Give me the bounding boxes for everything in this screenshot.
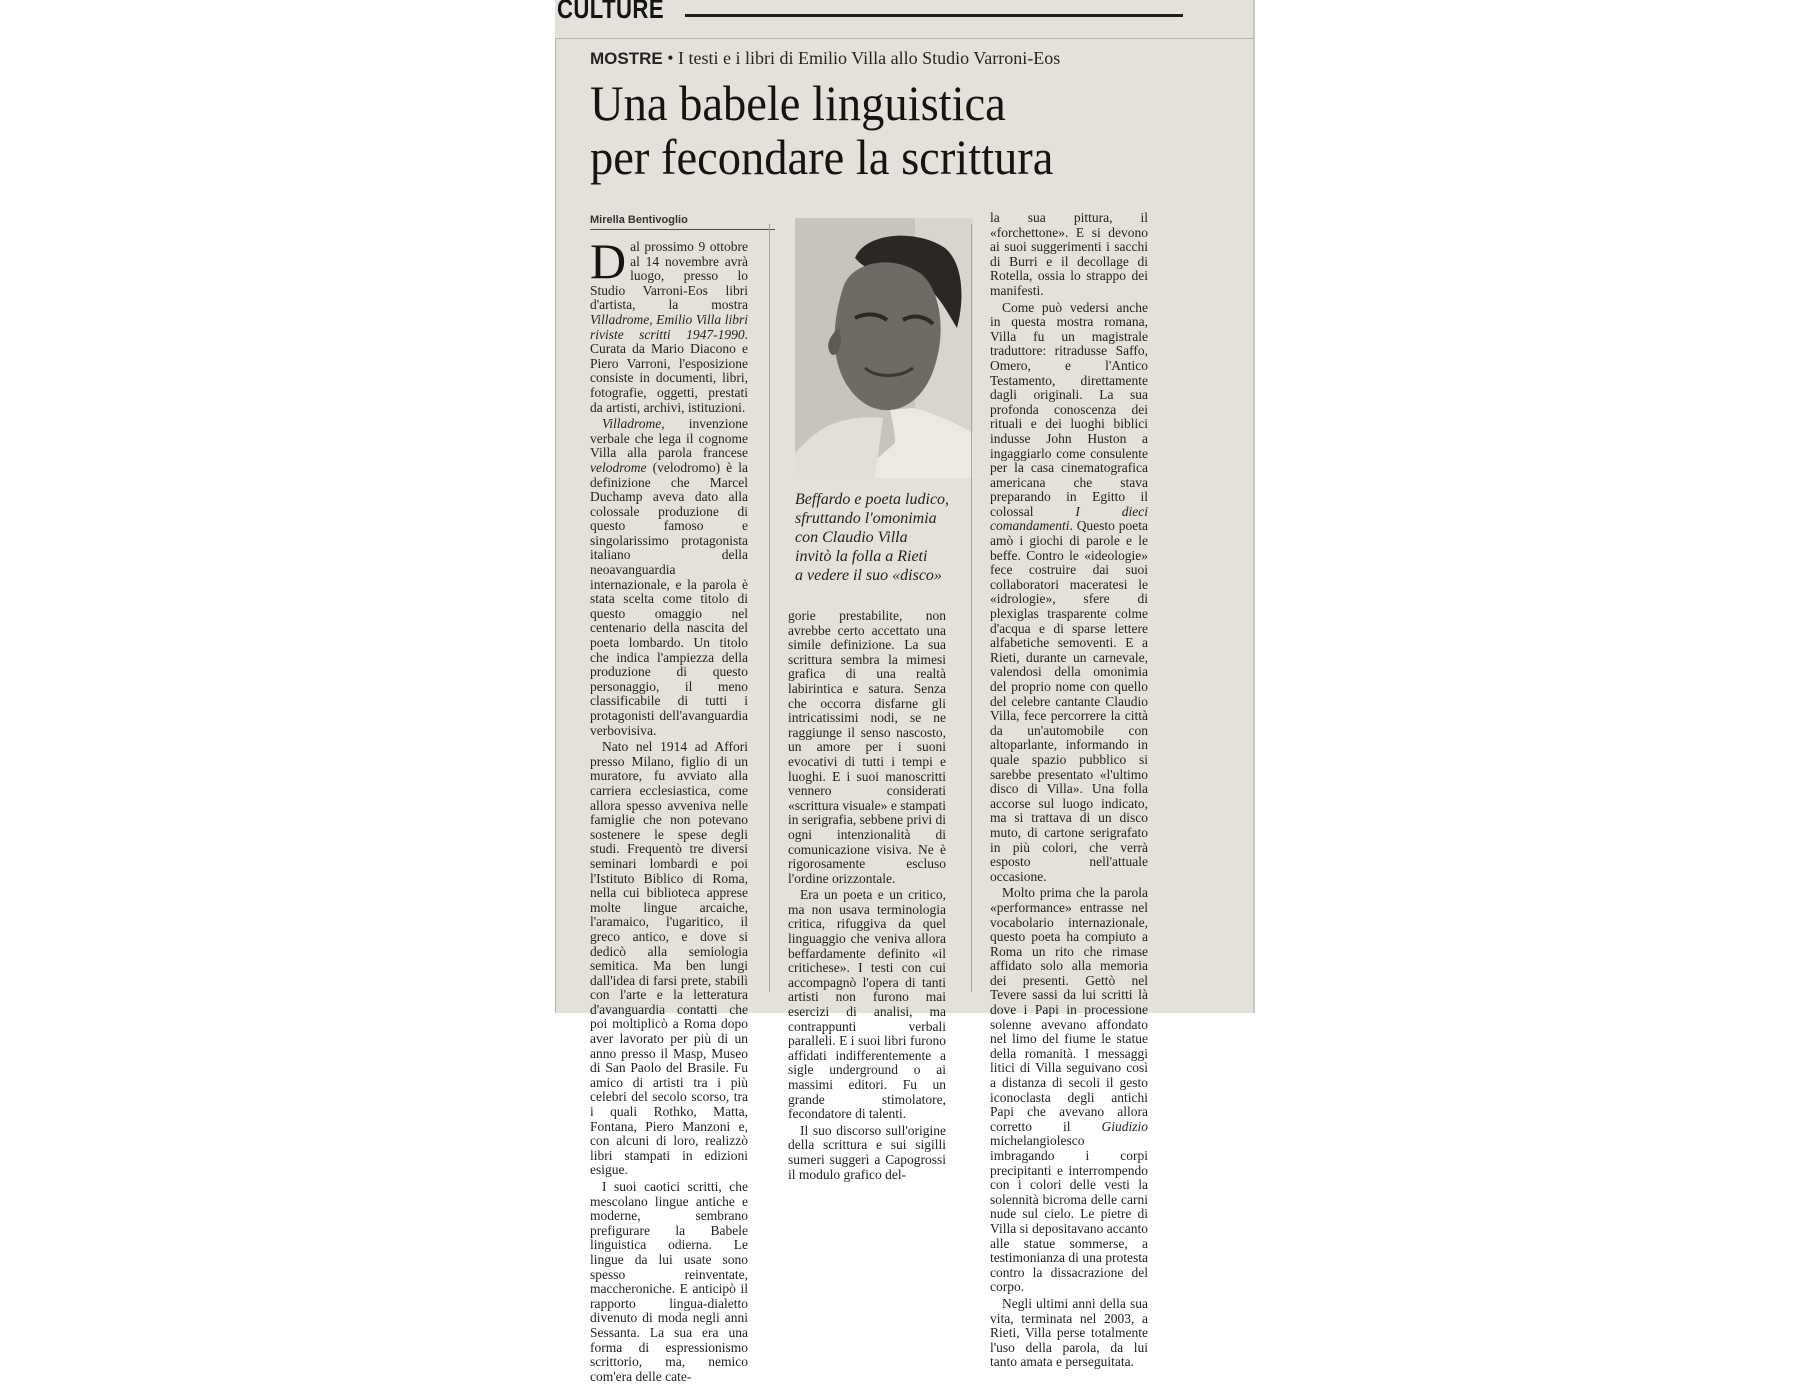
paragraph: Molto prima che la parola «performance» entrasse nel vocabolario internazionale, questo poeta ha compiuto a Roma un rito che rimase affidato solo alla memoria dei presenti. Gettò nel Tevere sassi da lui scritti là dove i Papi in processione solenne avevano affondato nel limo del fiume le statue della romanità. I messaggi litici di Villa seguivano così a distanza di secoli il gesto iconoclasta degli antichi Papi che avevano allora corretto il Giudizio michelangiolesco imbragando i corpi precipitanti e interrompendo con i colori delle vesti la solennità bicroma delle carni nude sul cielo. Le pietre di Villa si depositavano accanto alle statue sommerse, a testimonianza di una protesta contro la dissacrazione del corpo. xyxy=(990,885,1148,1295)
section-title: CULTURE xyxy=(557,0,664,24)
paragraph: Come può vedersi anche in questa mostra romana, Villa fu un magistrale traduttore: ritradusse Saffo, Omero, e l'Antico Testamento, direttamente dagli originali. La sua profonda conoscenza dei rituali e dei luoghi biblici indusse John Huston a ingaggiarlo come consulente per la casa cinematografica americana che stava preparando in Egitto il colossal I dieci comandamenti. Questo poeta amò i giochi di parole e le beffe. Contro le «ideologie» fece costruire dai suoi collaboratori maceratesi le «idrologie», sfere di plexiglas trasparente colme d'acqua e di sparse lettere alfabetiche semoventi. E a Rieti, durante un carnevale, valendosi della omonimia del proprio nome con quello del celebre cantante Claudio Villa, fece percorrere la città da un'automobile con altoparlante, informando in quale spazio pubblico si sarebbe presentato «l'ultimo disco di Villa». Una folla accorse sul luogo indicato, ma si trattava di un disco muto, di cartone serigrafato in più colori, che verrà esposto nell'attuale occasione. xyxy=(990,299,1149,884)
column-rule xyxy=(971,224,972,992)
article-frame-top xyxy=(555,38,1255,39)
headline-line-2: per fecondare la scrittura xyxy=(590,129,1054,185)
film-title: I dieci comandamenti xyxy=(990,503,1149,534)
headline-line-1: Una babele linguistica xyxy=(590,75,1006,131)
paragraph: gorie prestabilite, non avrebbe certo accettato una simile definizione. La sua scrittura sembra la mimesi grafica di una realtà labirintica e satura. Senza che occorra disfarne gli intricatissimi nodi, se ne raggiunge il senso nascosto, un amore per i suoni evocativi di tutti i tempi e luoghi. E i suoi manoscritti vennero considerati «scrittura visuale» e stampati in serigrafia, sebbene privi di ogni intenzionalità di comunicazione visiva. Ne è rigorosamente escluso l'ordine orizzontale. xyxy=(788,608,946,886)
newspaper-page xyxy=(555,0,1255,1384)
kicker-separator: • xyxy=(662,48,679,68)
portrait-illustration xyxy=(795,218,973,478)
drop-cap: D xyxy=(590,233,627,289)
paragraph: Nato nel 1914 ad Affori presso Milano, figlio di un muratore, fu avviato alla carriera ecclesiastica, come allora spesso avveniva nelle famiglie che non potevano sostenere le spese degli studi. Frequentò tre diversi seminari lombardi e poi l'Istituto Biblico di Roma, nella cui biblioteca apprese molte lingue arcaiche, l'aramaico, l'ugaritico, il greco antico, e dove si dedicò alla semiologia semitica. Ma ben lungi dall'idea di farsi prete, stabilì con l'arte e la letteratura d'avanguardia contatti che poi moltiplicò a Roma dopo aver lavorato per più di un anno presso il Masp, Museo di San Paolo del Brasile. Fu amico di artisti tra i più celebri del secolo scorso, tra i quali Rothko, Matta, Fontana, Piero Manzoni e, con alcuni di loro, realizzò libri stampati in edizioni esigue. xyxy=(590,739,748,1178)
byline: Mirella Bentivoglio xyxy=(590,214,688,226)
paragraph: Villadrome, invenzione verbale che lega il cognome Villa alla parola francese velodrome (velodromo) è la definizione che Marcel Duchamp aveva dato alla colossale produzione di questo famoso e singolarissimo protagonista italiano della neoavanguardia internazionale, e la parola è stata scelta come titolo di questo omaggio nel centenario della nascita del poeta lombardo. Un titolo che indica l'ampiezza della produzione di questo personaggio, il meno classificabile di tutti i protagonisti dell'avanguardia verbovisiva. xyxy=(590,416,748,738)
paragraph: I suoi caotici scritti, che mescolano lingue antiche e moderne, sembrano prefigurare la Babele linguistica odierna. Le lingue da lui usate sono spesso reinventate, maccheroniche. E anticipò il rapporto lingua-dialetto divenuto di moda negli anni Sessanta. La sua era una forma di espressionismo scrittorio, ma, nemico com'era delle cate- xyxy=(590,1179,748,1384)
portrait-photo xyxy=(795,218,973,478)
headline xyxy=(590,76,1167,184)
article-column-3 xyxy=(990,211,1148,1370)
section-rule xyxy=(685,14,1183,17)
kicker xyxy=(590,48,1060,69)
photo-caption: Beffardo e poeta ludico, sfruttando l'omonimia con Claudio Villa invitò la folla a Rieti a vedere il suo «disco» xyxy=(795,491,950,584)
column-rule xyxy=(769,224,770,992)
paragraph: Dal prossimo 9 ottobre al 14 novembre avrà luogo, presso lo Studio Varroni-Eos libri d'artista, la mostra Villadrome, Emilio Villa libri riviste scritti 1947-1990. Curata da Mario Diacono e Piero Varroni, l'esposizione consiste in documenti, libri, fotografie, oggetti, prestati da artisti, archivi, istituzioni. xyxy=(590,233,748,415)
page-edge xyxy=(1253,0,1255,1013)
byline-rule xyxy=(590,229,775,230)
artwork-title: Giudizio xyxy=(1101,1118,1148,1134)
article-column-1 xyxy=(590,233,748,1384)
paragraph: Il suo discorso sull'origine della scrittura e sui sigilli sumeri suggerì a Capogrossi il modulo grafico del- xyxy=(788,1122,946,1182)
article-column-2 xyxy=(788,609,946,1182)
article-frame-left xyxy=(555,38,556,1013)
exhibition-title: Villadrome, Emilio Villa libri riviste scritti 1947-1990 xyxy=(590,311,748,342)
paragraph: Negli ultimi anni della sua vita, terminata nel 2003, a Rieti, Villa perse totalmente l'uso della parola, da lui tanto amata e perseguitata. xyxy=(990,1295,1148,1370)
paragraph: Era un poeta e un critico, ma non usava terminologia critica, rifuggiva da quel linguaggio che veniva allora beffardamente definito «il critichese». I testi con cui accompagnò l'opera di tanti artisti non furono mai esercizi di analisi, ma contrappunti verbali paralleli. E i suoi libri furono affidati indifferentemente a sigle underground o ai massimi editori. Fu un grande stimolatore, fecondatore di talenti. xyxy=(788,887,946,1122)
paragraph: la sua pittura, il «forchettone». E si devono ai suoi suggerimenti i sacchi di Burri e il decollage di Rotella, ossia lo strappo dei manifesti. xyxy=(990,210,1148,298)
kicker-label: MOSTRE xyxy=(590,49,663,68)
kicker-text: I testi e i libri di Emilio Villa allo Studio Varroni-Eos xyxy=(678,48,1061,68)
